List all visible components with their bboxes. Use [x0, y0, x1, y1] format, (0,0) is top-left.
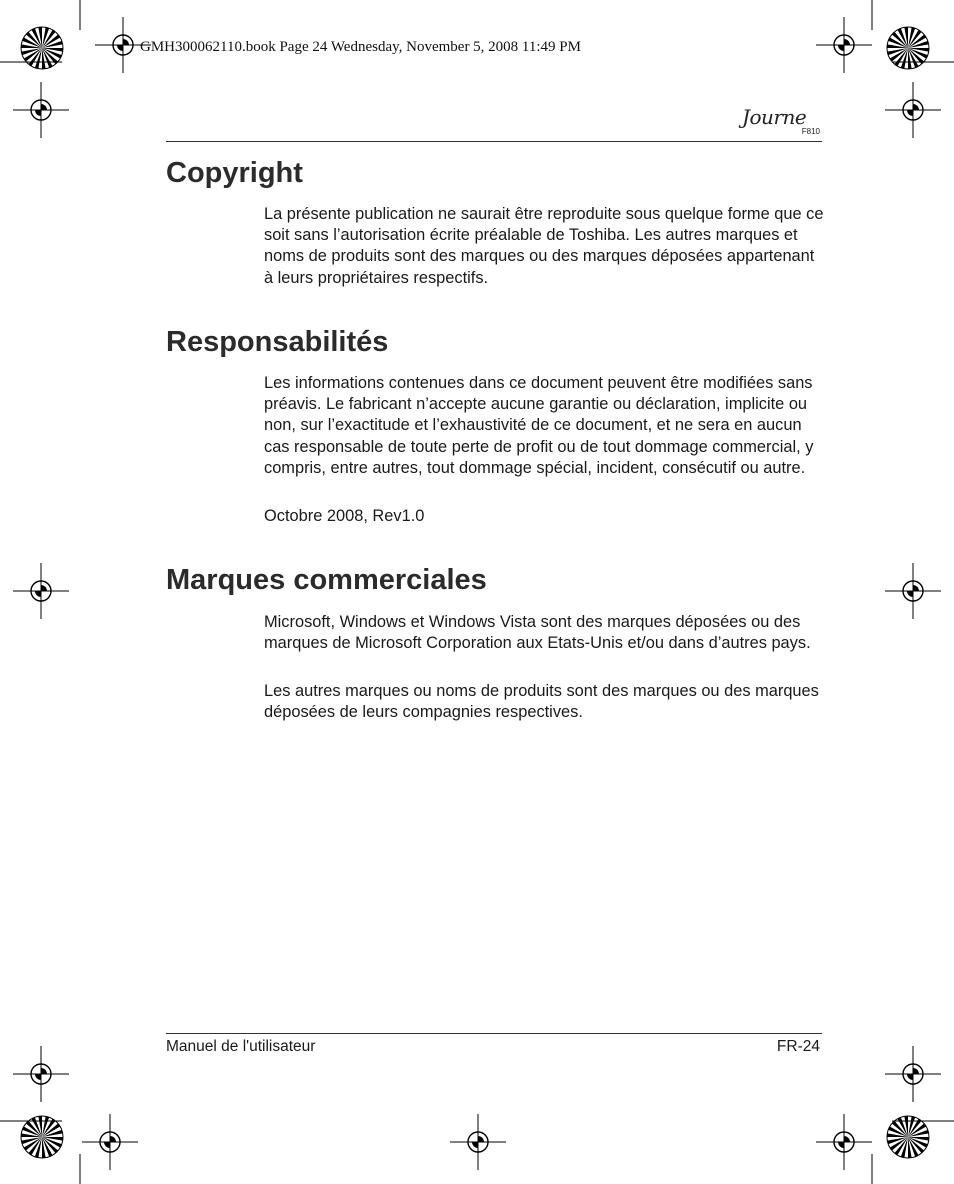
section-title-marques: Marques commerciales	[166, 564, 487, 596]
marques-paragraph-1: Microsoft, Windows et Windows Vista sont des marques déposées ou des marques de Microsoft Corporation aux Etats-Unis et/ou dans d’autres pays.	[264, 613, 811, 653]
footer-page-number: FR-24	[776, 1038, 820, 1055]
starburst-target-icon	[886, 26, 930, 70]
starburst-target-icon	[20, 26, 64, 70]
revision-line: Octobre 2008, Rev1.0	[264, 507, 425, 525]
marques-paragraph-2: Les autres marques ou noms de produits sont des marques ou des marques déposées de leurs compagnies respectives.	[264, 682, 819, 722]
logo-script: Journe	[742, 105, 807, 129]
footer-manual-title: Manuel de l'utilisateur	[166, 1038, 316, 1055]
starburst-target-icon	[20, 1115, 64, 1159]
journe-logo	[742, 103, 822, 141]
section-title-responsabilites: Responsabilités	[166, 326, 389, 358]
logo-model: F810	[801, 127, 820, 136]
print-header: GMH300062110.book Page 24 Wednesday, November 5, 2008 11:49 PM	[140, 39, 581, 55]
copyright-paragraph: La présente publication ne saurait être reproduite sous quelque forme que ce soit sans l’autorisation écrite préalable de Toshiba. Les autres marques et noms de produits sont des marques ou des marques déposées appartenant à leurs propriétaires respectifs.	[264, 205, 824, 287]
responsabilites-paragraph: Les informations contenues dans ce document peuvent être modifiées sans préavis. Le fabricant n’accepte aucune garantie ou déclaration, implicite ou non, sur l’exactitude et l’exhaustivité de ce document, et ne sera en aucun cas responsable de toute perte de profit ou de tout dommage commercial, y compris, entre autres, tout dommage spécial, incident, consécutif ou autre.	[264, 374, 814, 477]
starburst-target-icon	[886, 1115, 930, 1159]
header-rule	[166, 141, 822, 142]
footer-rule	[166, 1033, 822, 1034]
section-title-copyright: Copyright	[166, 157, 303, 189]
